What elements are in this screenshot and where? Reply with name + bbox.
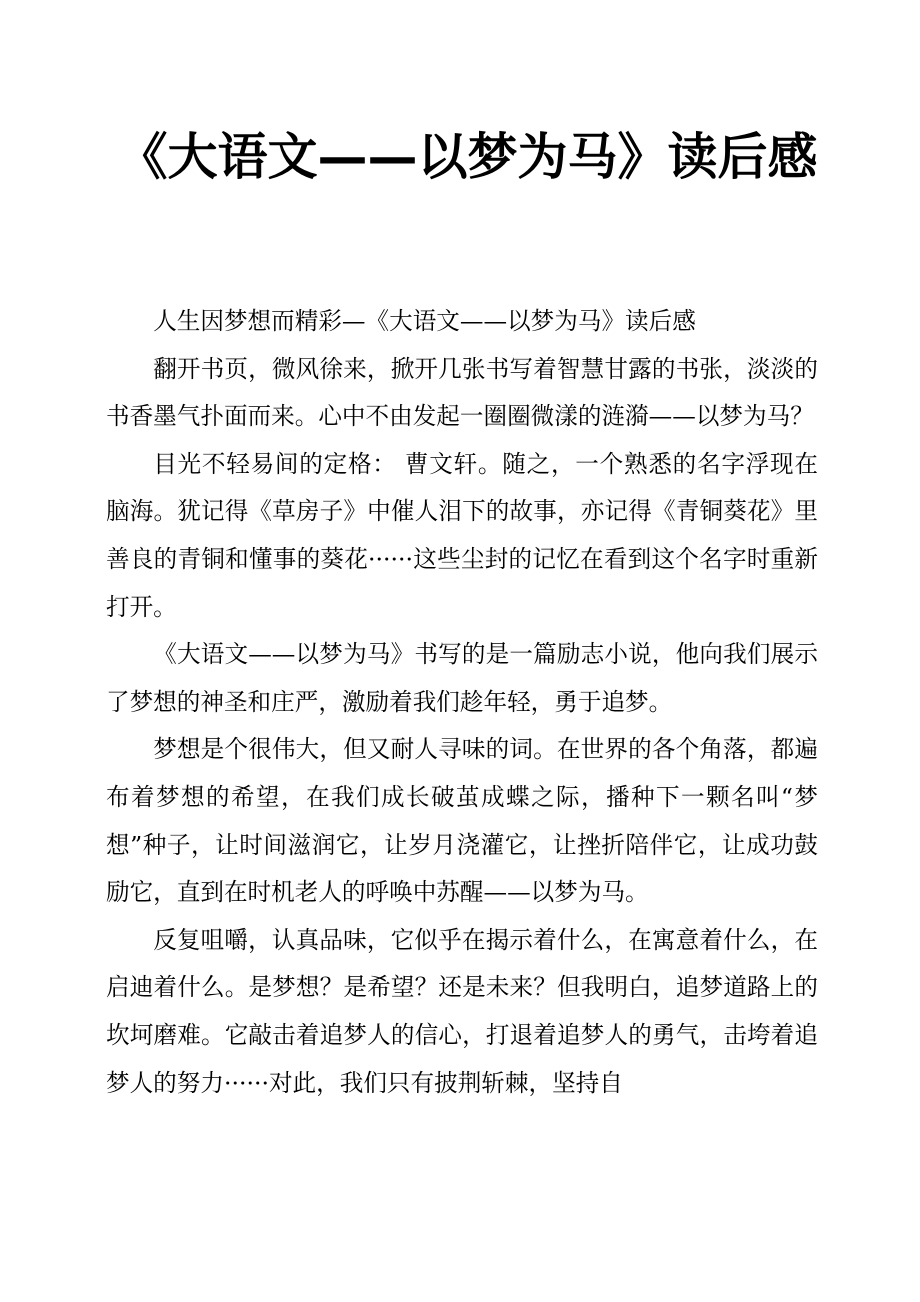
- paragraph: 翻开书页，微风徐来，掀开几张书写着智慧甘露的书张，淡淡的书香墨气扑面而来。心中不由发起一圈圈微漾的涟漪——以梦为马？: [106, 354, 818, 431]
- paragraph: 梦想是个很伟大，但又耐人寻味的词。在世界的各个角落，都遍布着梦想的希望，在我们成长破茧成蝶之际，播种下一颗名叫“梦想”种子，让时间滋润它，让岁月浇灌它，让挫折陪伴它，让成功鼓励它，直到在时机老人的呼唤中苏醒——以梦为马。: [106, 735, 818, 907]
- paragraph: 目光不轻易间的定格： 曹文轩。随之，一个熟悉的名字浮现在脑海。犹记得《草房子》中催人泪下的故事，亦记得《青铜葵花》里善良的青铜和懂事的葵花······这些尘封的记忆在看到这个名字时重新打开。: [106, 449, 818, 621]
- paragraph: 反复咀嚼，认真品味，它似乎在揭示着什么，在寓意着什么，在启迪着什么。是梦想？是希望？还是未来？但我明白，追梦道路上的坎坷磨难。它敲击着追梦人的信心，打退着追梦人的勇气，击垮着追梦人的努力······对此，我们只有披荆斩棘，坚持自: [106, 925, 818, 1097]
- paragraph: 《大语文——以梦为马》书写的是一篇励志小说，他向我们展示了梦想的神圣和庄严，激励着我们趁年轻，勇于追梦。: [106, 640, 818, 716]
- paragraph-subtitle: 人生因梦想而精彩—《大语文——以梦为马》读后感: [153, 307, 696, 335]
- document-body: [106, 298, 818, 1107]
- document-title: 《大语文——以梦为马》读后感: [117, 128, 818, 186]
